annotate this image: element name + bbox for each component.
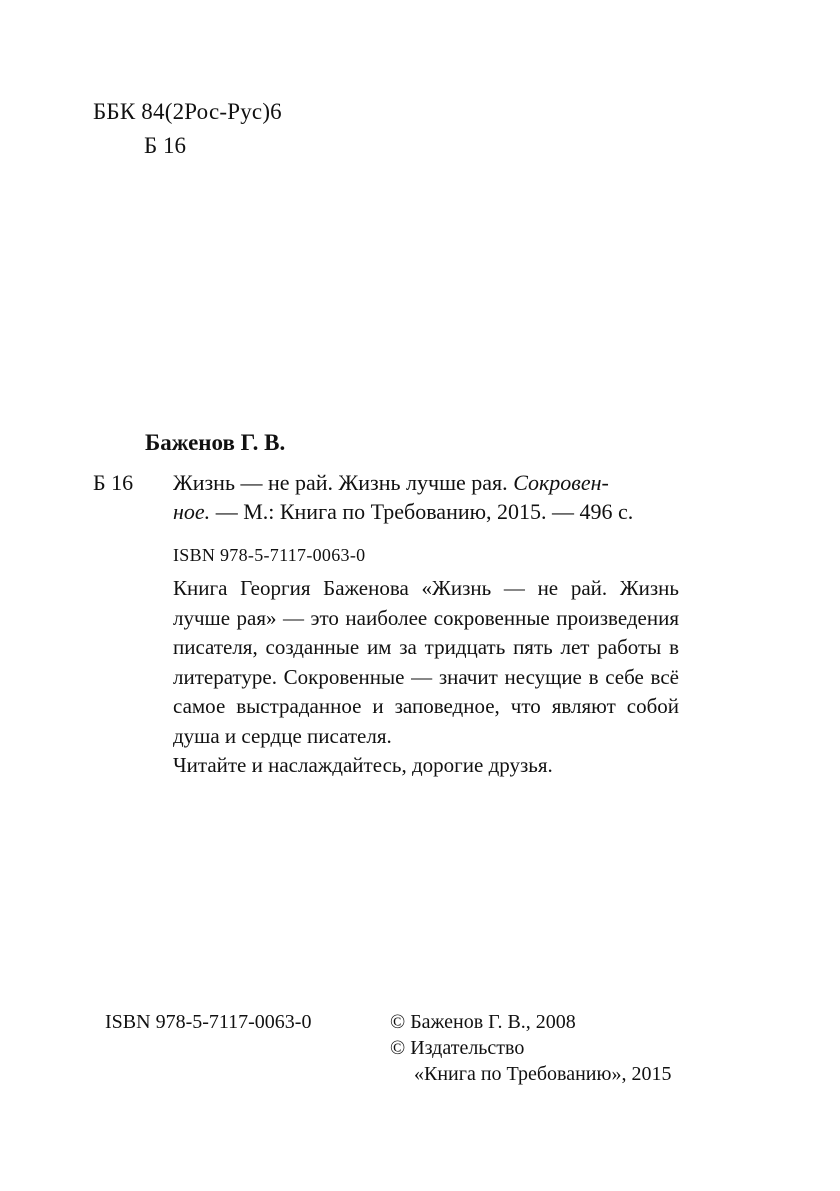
title-line-1 [173, 470, 609, 496]
title-italic-part-1: Сокровен- [513, 470, 609, 495]
isbn-footer: ISBN 978-5-7117-0063-0 [105, 1011, 312, 1033]
title-italic-part-2: ное. [173, 499, 211, 524]
annotation [173, 574, 679, 781]
author-name: Баженов Г. В. [145, 430, 286, 455]
bbk-classification: ББК 84(2Рос-Рус)6 [93, 99, 282, 124]
copyright-publisher-name: «Книга по Требованию», 2015 [414, 1063, 672, 1085]
copyright-publisher-label: © Издательство [390, 1037, 525, 1059]
annotation-paragraph-2: Читайте и наслаждайтесь, дорогие друзья. [173, 753, 553, 777]
publication-info: — М.: Книга по Требованию, 2015. — 496 с. [210, 499, 634, 524]
title-line-2 [173, 499, 633, 525]
title-text: Жизнь — не рай. Жизнь лучше рая. [173, 470, 514, 495]
copyright-author: © Баженов Г. В., 2008 [390, 1011, 576, 1033]
author-mark: Б 16 [144, 133, 186, 158]
record-code: Б 16 [93, 470, 134, 495]
isbn-record: ISBN 978-5-7117-0063-0 [173, 545, 366, 565]
annotation-paragraph-1: Книга Георгия Баженова «Жизнь — не рай. Жизнь лучше рая» — это наиболее сокровенные произведения писателя, созданные им за тридцать пять лет работы в литературе. Сокровенные — значит несущие в себе всё самое выстраданное и заповедное, что являют собой душа и сердце писателя. [173, 576, 679, 748]
